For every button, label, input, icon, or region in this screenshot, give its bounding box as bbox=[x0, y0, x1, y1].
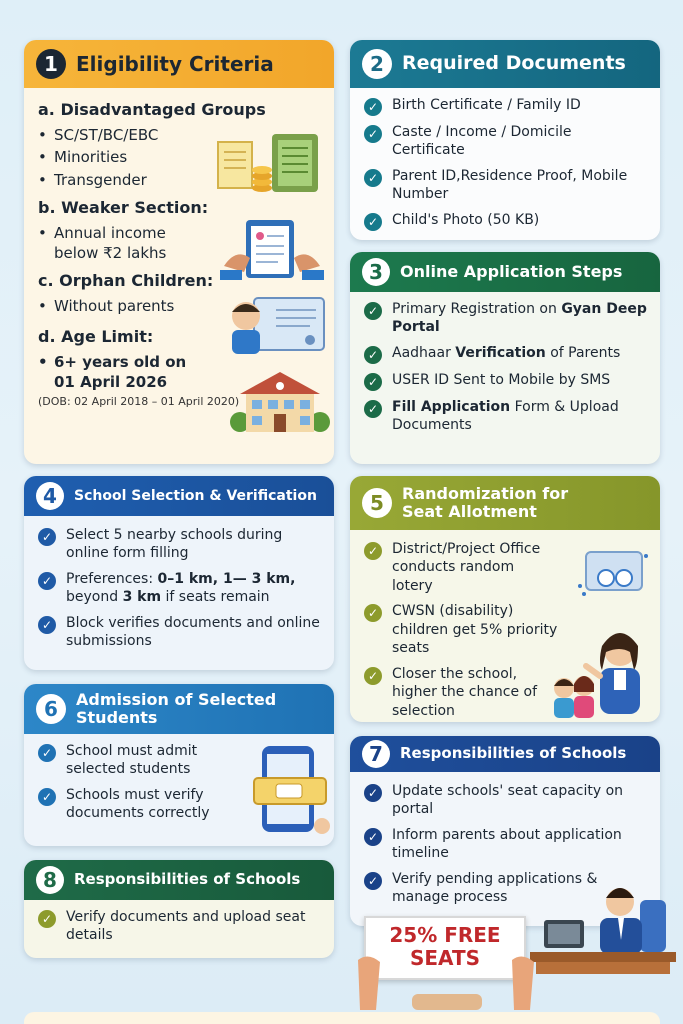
checkmark-icon: ✓ bbox=[364, 213, 382, 231]
checkmark-icon: ✓ bbox=[364, 169, 382, 187]
section-number: 8 bbox=[36, 866, 64, 894]
section-title: Online Application Steps bbox=[400, 261, 623, 281]
section-number: 2 bbox=[362, 49, 392, 79]
checkmark-icon: ✓ bbox=[38, 788, 56, 806]
check-item-text: Select 5 nearby schools during online form filling bbox=[66, 527, 283, 562]
eligibility-card bbox=[24, 40, 334, 464]
check-item bbox=[364, 782, 648, 819]
checkmark-icon: ✓ bbox=[38, 910, 56, 928]
school-selection-list bbox=[24, 516, 334, 666]
subheading: b. Weaker Section: bbox=[38, 197, 209, 217]
check-item-text: Verify documents and upload seat details bbox=[66, 909, 306, 944]
check-item bbox=[364, 540, 558, 595]
checkmark-icon: ✓ bbox=[364, 542, 382, 560]
admission-card bbox=[24, 684, 334, 846]
banner-line-2: SEATS bbox=[409, 946, 481, 970]
banner-line-1: 25% FREE bbox=[389, 923, 501, 947]
randomization-card bbox=[350, 476, 660, 722]
check-item bbox=[364, 96, 648, 116]
phone-admit-card-icon bbox=[250, 744, 334, 836]
check-item-text: Aadhaar Verification of Parents bbox=[392, 344, 621, 361]
checkmark-icon: ✓ bbox=[364, 125, 382, 143]
school-responsibilities-header bbox=[350, 736, 660, 772]
checkmark-icon: ✓ bbox=[364, 604, 382, 622]
footer-strip bbox=[24, 1012, 660, 1024]
section-title: Eligibility Criteria bbox=[76, 51, 274, 76]
admission-header bbox=[24, 684, 334, 734]
school-selection-card bbox=[24, 476, 334, 670]
bullet-dot: • bbox=[38, 148, 47, 167]
bullet-text: Transgender bbox=[54, 170, 147, 189]
check-item-text: Birth Certificate / Family ID bbox=[392, 97, 581, 113]
admission-list bbox=[24, 734, 244, 838]
bullet-item bbox=[38, 352, 198, 393]
check-item bbox=[38, 908, 322, 945]
check-item-text: Block verifies documents and online submissions bbox=[66, 614, 320, 650]
check-item bbox=[38, 570, 322, 607]
bullet-dot: • bbox=[38, 223, 47, 242]
school-selection-header bbox=[24, 476, 334, 516]
application-steps-header bbox=[350, 252, 660, 292]
eligibility-header bbox=[24, 40, 334, 88]
check-item bbox=[38, 742, 232, 779]
section-number: 7 bbox=[362, 740, 390, 768]
check-item-text: Inform parents about application timeline bbox=[392, 826, 622, 862]
documents-header bbox=[350, 40, 660, 88]
child-certificate-icon bbox=[224, 294, 328, 356]
bullet-text: Without parents bbox=[54, 297, 175, 316]
documents-coins-icon bbox=[210, 130, 326, 196]
check-item bbox=[364, 398, 648, 435]
section-title: Responsibilities of Schools bbox=[400, 744, 627, 763]
check-item-text: Verify pending applications & manage process bbox=[392, 870, 598, 906]
documents-card bbox=[350, 40, 660, 240]
check-item bbox=[38, 614, 322, 651]
bullet-dot: • bbox=[38, 297, 47, 316]
application-steps-card bbox=[350, 252, 660, 464]
lottery-draw-icon bbox=[576, 546, 652, 602]
section-number: 1 bbox=[36, 49, 66, 79]
bullet-dot: • bbox=[38, 126, 47, 144]
checkmark-icon: ✓ bbox=[364, 98, 382, 116]
application-steps-list bbox=[350, 292, 660, 450]
teacher-at-desk-icon bbox=[530, 880, 676, 976]
section-title: Required Documents bbox=[402, 52, 626, 75]
teacher-children-icon bbox=[526, 626, 658, 722]
school-responsibilities-list-2 bbox=[24, 900, 334, 958]
hands-holding-icon bbox=[352, 950, 538, 1010]
section-number: 3 bbox=[362, 258, 390, 286]
bullet-dot: • bbox=[38, 170, 47, 189]
dob-note: (DOB: 02 April 2018 – 01 April 2020) bbox=[38, 395, 240, 408]
bullet-dot: • bbox=[38, 352, 48, 371]
check-item-text: Closer the school, higher the chance of selection bbox=[392, 665, 538, 719]
check-item-text: Schools must verify documents correctly bbox=[66, 786, 210, 822]
clipboard-hands-icon bbox=[220, 216, 324, 282]
check-item bbox=[38, 526, 322, 563]
check-item-text: School must admit selected students bbox=[66, 743, 198, 778]
check-item-text: District/Project Office conducts random lotery bbox=[392, 541, 541, 594]
check-item bbox=[364, 344, 648, 364]
subheading: d. Age Limit: bbox=[38, 326, 154, 346]
checkmark-icon: ✓ bbox=[38, 744, 56, 762]
checkmark-icon: ✓ bbox=[364, 373, 382, 391]
check-item-text: Parent ID,Residence Proof, Mobile Number bbox=[392, 167, 628, 203]
check-item bbox=[38, 786, 232, 823]
check-item-text: CWSN (disability) children get 5% priority seats bbox=[392, 603, 558, 657]
check-item bbox=[364, 826, 648, 863]
check-item-text: USER ID Sent to Mobile by SMS bbox=[392, 371, 611, 388]
bullet-list bbox=[38, 223, 188, 264]
check-item bbox=[364, 123, 648, 160]
section-title: Randomization for Seat Allotment bbox=[402, 483, 569, 521]
school-responsibilities-header-2 bbox=[24, 860, 334, 900]
check-item-text: Caste / Income / Domicile Certificate bbox=[392, 124, 572, 159]
section-number: 4 bbox=[36, 482, 64, 510]
checkmark-icon: ✓ bbox=[38, 528, 56, 546]
section-title: Responsibilities of Schools bbox=[74, 870, 301, 889]
check-item bbox=[364, 167, 648, 204]
section-number: 5 bbox=[362, 488, 392, 518]
checkmark-icon: ✓ bbox=[364, 302, 382, 320]
check-item-text: Update schools' seat capacity on portal bbox=[392, 783, 624, 818]
bullet-text: SC/ST/BC/EBC bbox=[54, 126, 159, 144]
checkmark-icon: ✓ bbox=[364, 346, 382, 364]
checkmark-icon: ✓ bbox=[38, 572, 56, 590]
check-item-text: Primary Registration on Gyan Deep Portal bbox=[392, 301, 647, 336]
bullet-text: Annual income below ₹2 lakhs bbox=[54, 223, 167, 262]
check-item-text: Preferences: 0–1 km, 1— 3 km, beyond 3 km if seats remain bbox=[66, 570, 296, 606]
checkmark-icon: ✓ bbox=[38, 616, 56, 634]
check-item bbox=[364, 371, 648, 391]
subheading: a. Disadvantaged Groups bbox=[38, 100, 266, 119]
checkmark-icon: ✓ bbox=[364, 400, 382, 418]
checkmark-icon: ✓ bbox=[364, 872, 382, 890]
checkmark-icon: ✓ bbox=[364, 828, 382, 846]
subheading: c. Orphan Children: bbox=[38, 271, 214, 291]
randomization-header bbox=[350, 476, 660, 530]
bullet-list bbox=[38, 352, 198, 393]
bullet-text: 6+ years old on 01 April 2026 bbox=[54, 352, 187, 391]
check-item bbox=[364, 300, 648, 337]
section-title: Admission of Selected Students bbox=[76, 689, 277, 727]
checkmark-icon: ✓ bbox=[364, 667, 382, 685]
school-building-icon bbox=[230, 370, 330, 434]
bullet-text: Minorities bbox=[54, 148, 128, 167]
bullet-item bbox=[38, 223, 188, 264]
check-item-text: Child's Photo (50 KB) bbox=[392, 211, 540, 228]
section-number: 6 bbox=[36, 694, 66, 724]
check-item-text: Fill Application Form & Upload Documents bbox=[392, 398, 619, 434]
documents-list bbox=[350, 88, 660, 240]
section-title: School Selection & Verification bbox=[74, 487, 317, 504]
check-item bbox=[364, 211, 648, 231]
school-responsibilities-card-2 bbox=[24, 860, 334, 958]
checkmark-icon: ✓ bbox=[364, 784, 382, 802]
